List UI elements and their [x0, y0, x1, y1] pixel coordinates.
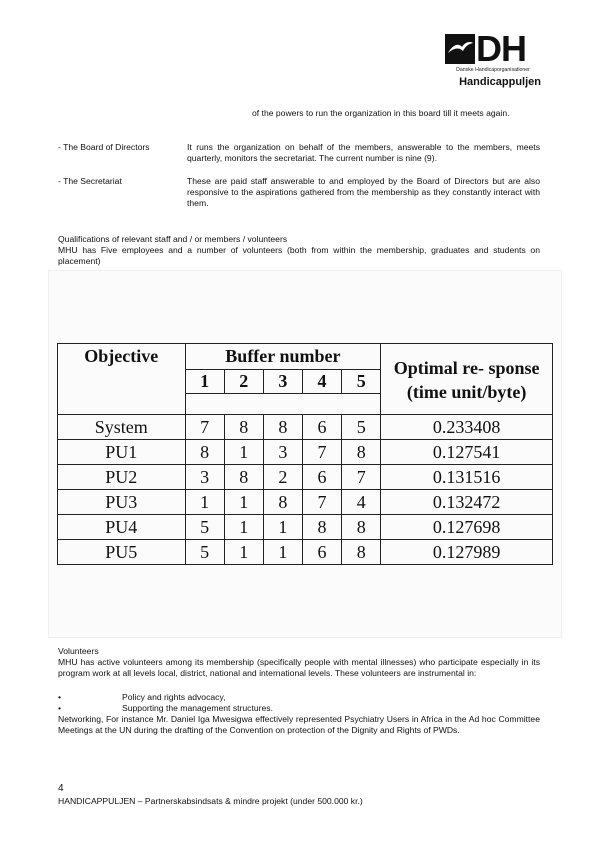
row-optimal: 0.233408: [381, 415, 553, 440]
row-buffer-3: 8: [263, 415, 302, 440]
row-buffer-5: 7: [342, 465, 381, 490]
row-buffer-3: 8: [263, 490, 302, 515]
page-number: 4: [58, 783, 64, 794]
bullet-item: [58, 703, 273, 714]
row-buffer-1: 3: [185, 465, 224, 490]
header-optimal-response: Optimal re- sponse (time unit/byte): [381, 344, 553, 415]
row-objective: PU5: [58, 540, 186, 565]
bullet-text: Policy and rights advocacy,: [122, 692, 226, 702]
dh-logo: [445, 28, 541, 92]
table-row: [58, 540, 553, 565]
embedded-table-image: [48, 270, 562, 638]
row-buffer-2: 1: [224, 490, 263, 515]
bullet-icon: •: [58, 703, 62, 713]
row-buffer-5: 8: [342, 515, 381, 540]
row-objective: PU3: [58, 490, 186, 515]
bullet-text: Supporting the management structures.: [122, 703, 273, 713]
qualifications-text: MHU has Five employees and a number of volunteers (both from within the membership, graduates and students on placement): [58, 245, 540, 266]
header-objective: Objective: [58, 344, 186, 415]
row-buffer-2: 1: [224, 540, 263, 565]
row-buffer-3: 2: [263, 465, 302, 490]
volunteers-text: MHU has active volunteers among its membership (specifically people with mental illnesses) who participate especially in its program work at all levels local, district, national and international levels. These volunteers are instrumental in:: [58, 657, 540, 678]
row-buffer-1: 1: [185, 490, 224, 515]
header-buffer-5: 5: [342, 370, 381, 394]
table-row: [58, 465, 553, 490]
row-buffer-5: 4: [342, 490, 381, 515]
bullet-item: [58, 692, 226, 703]
networking-text: Networking, For instance Mr. Daniel Iga Mwesigwa effectively represented Psychiatry Users in Africa in the Ad hoc Committee Meetings at the UN during the drafting of the Convention on protection of the Dignity and Rights of PWDs.: [58, 714, 540, 735]
row-buffer-1: 7: [185, 415, 224, 440]
table-row: [58, 490, 553, 515]
table-row: [58, 440, 553, 465]
row-buffer-5: 5: [342, 415, 381, 440]
role-term-secretariat: - The Secretariat: [58, 176, 122, 186]
row-buffer-3: 1: [263, 540, 302, 565]
row-buffer-1: 8: [185, 440, 224, 465]
row-buffer-5: 8: [342, 440, 381, 465]
role-desc-board: It runs the organization on behalf of the members, answerable to the members, meets quarterly, monitors the secretariat. The current number is nine (9).: [187, 142, 540, 163]
row-optimal: 0.131516: [381, 465, 553, 490]
table-row: [58, 415, 553, 440]
row-buffer-2: 8: [224, 415, 263, 440]
buffer-table: [57, 343, 553, 565]
logo-brand-name: Handicappuljen: [459, 76, 541, 88]
logo-org-name: Danske Handicaporganisationer: [456, 67, 530, 73]
role-desc-secretariat: These are paid staff answerable to and employed by the Board of Directors but are also responsive to the aspirations gathered from the membership as they constantly interact with them.: [187, 176, 540, 208]
bullet-icon: •: [58, 692, 62, 702]
role-term-board: - The Board of Directors: [58, 142, 150, 152]
row-buffer-4: 7: [302, 440, 341, 465]
intro-continuation: of the powers to run the organization in this board till it meets again.: [252, 108, 510, 118]
footer-text: HANDICAPPULJEN – Partnerskabsindsats & mindre projekt (under 500.000 kr.): [58, 796, 363, 806]
bird-logo-icon: [445, 34, 475, 64]
qualifications-heading: Qualifications of relevant staff and / or members / volunteers: [58, 234, 288, 244]
row-buffer-5: 8: [342, 540, 381, 565]
row-buffer-4: 6: [302, 540, 341, 565]
row-optimal: 0.127541: [381, 440, 553, 465]
header-buffer-4: 4: [302, 370, 341, 394]
header-buffer-2: 2: [224, 370, 263, 394]
row-buffer-1: 5: [185, 540, 224, 565]
row-objective: PU1: [58, 440, 186, 465]
row-objective: System: [58, 415, 186, 440]
row-optimal: 0.132472: [381, 490, 553, 515]
row-optimal: 0.127698: [381, 515, 553, 540]
header-spacer: [185, 394, 381, 415]
volunteers-heading: Volunteers: [58, 646, 99, 656]
row-optimal: 0.127989: [381, 540, 553, 565]
row-buffer-1: 5: [185, 515, 224, 540]
row-objective: PU4: [58, 515, 186, 540]
header-buffer-3: 3: [263, 370, 302, 394]
row-objective: PU2: [58, 465, 186, 490]
logo-letters: DH: [476, 28, 526, 69]
row-buffer-2: 1: [224, 515, 263, 540]
row-buffer-4: 6: [302, 415, 341, 440]
header-buffer-1: 1: [185, 370, 224, 394]
row-buffer-3: 1: [263, 515, 302, 540]
row-buffer-4: 8: [302, 515, 341, 540]
row-buffer-4: 7: [302, 490, 341, 515]
row-buffer-3: 3: [263, 440, 302, 465]
header-buffer-number: Buffer number: [185, 344, 381, 370]
row-buffer-4: 6: [302, 465, 341, 490]
table-row: [58, 515, 553, 540]
row-buffer-2: 1: [224, 440, 263, 465]
row-buffer-2: 8: [224, 465, 263, 490]
